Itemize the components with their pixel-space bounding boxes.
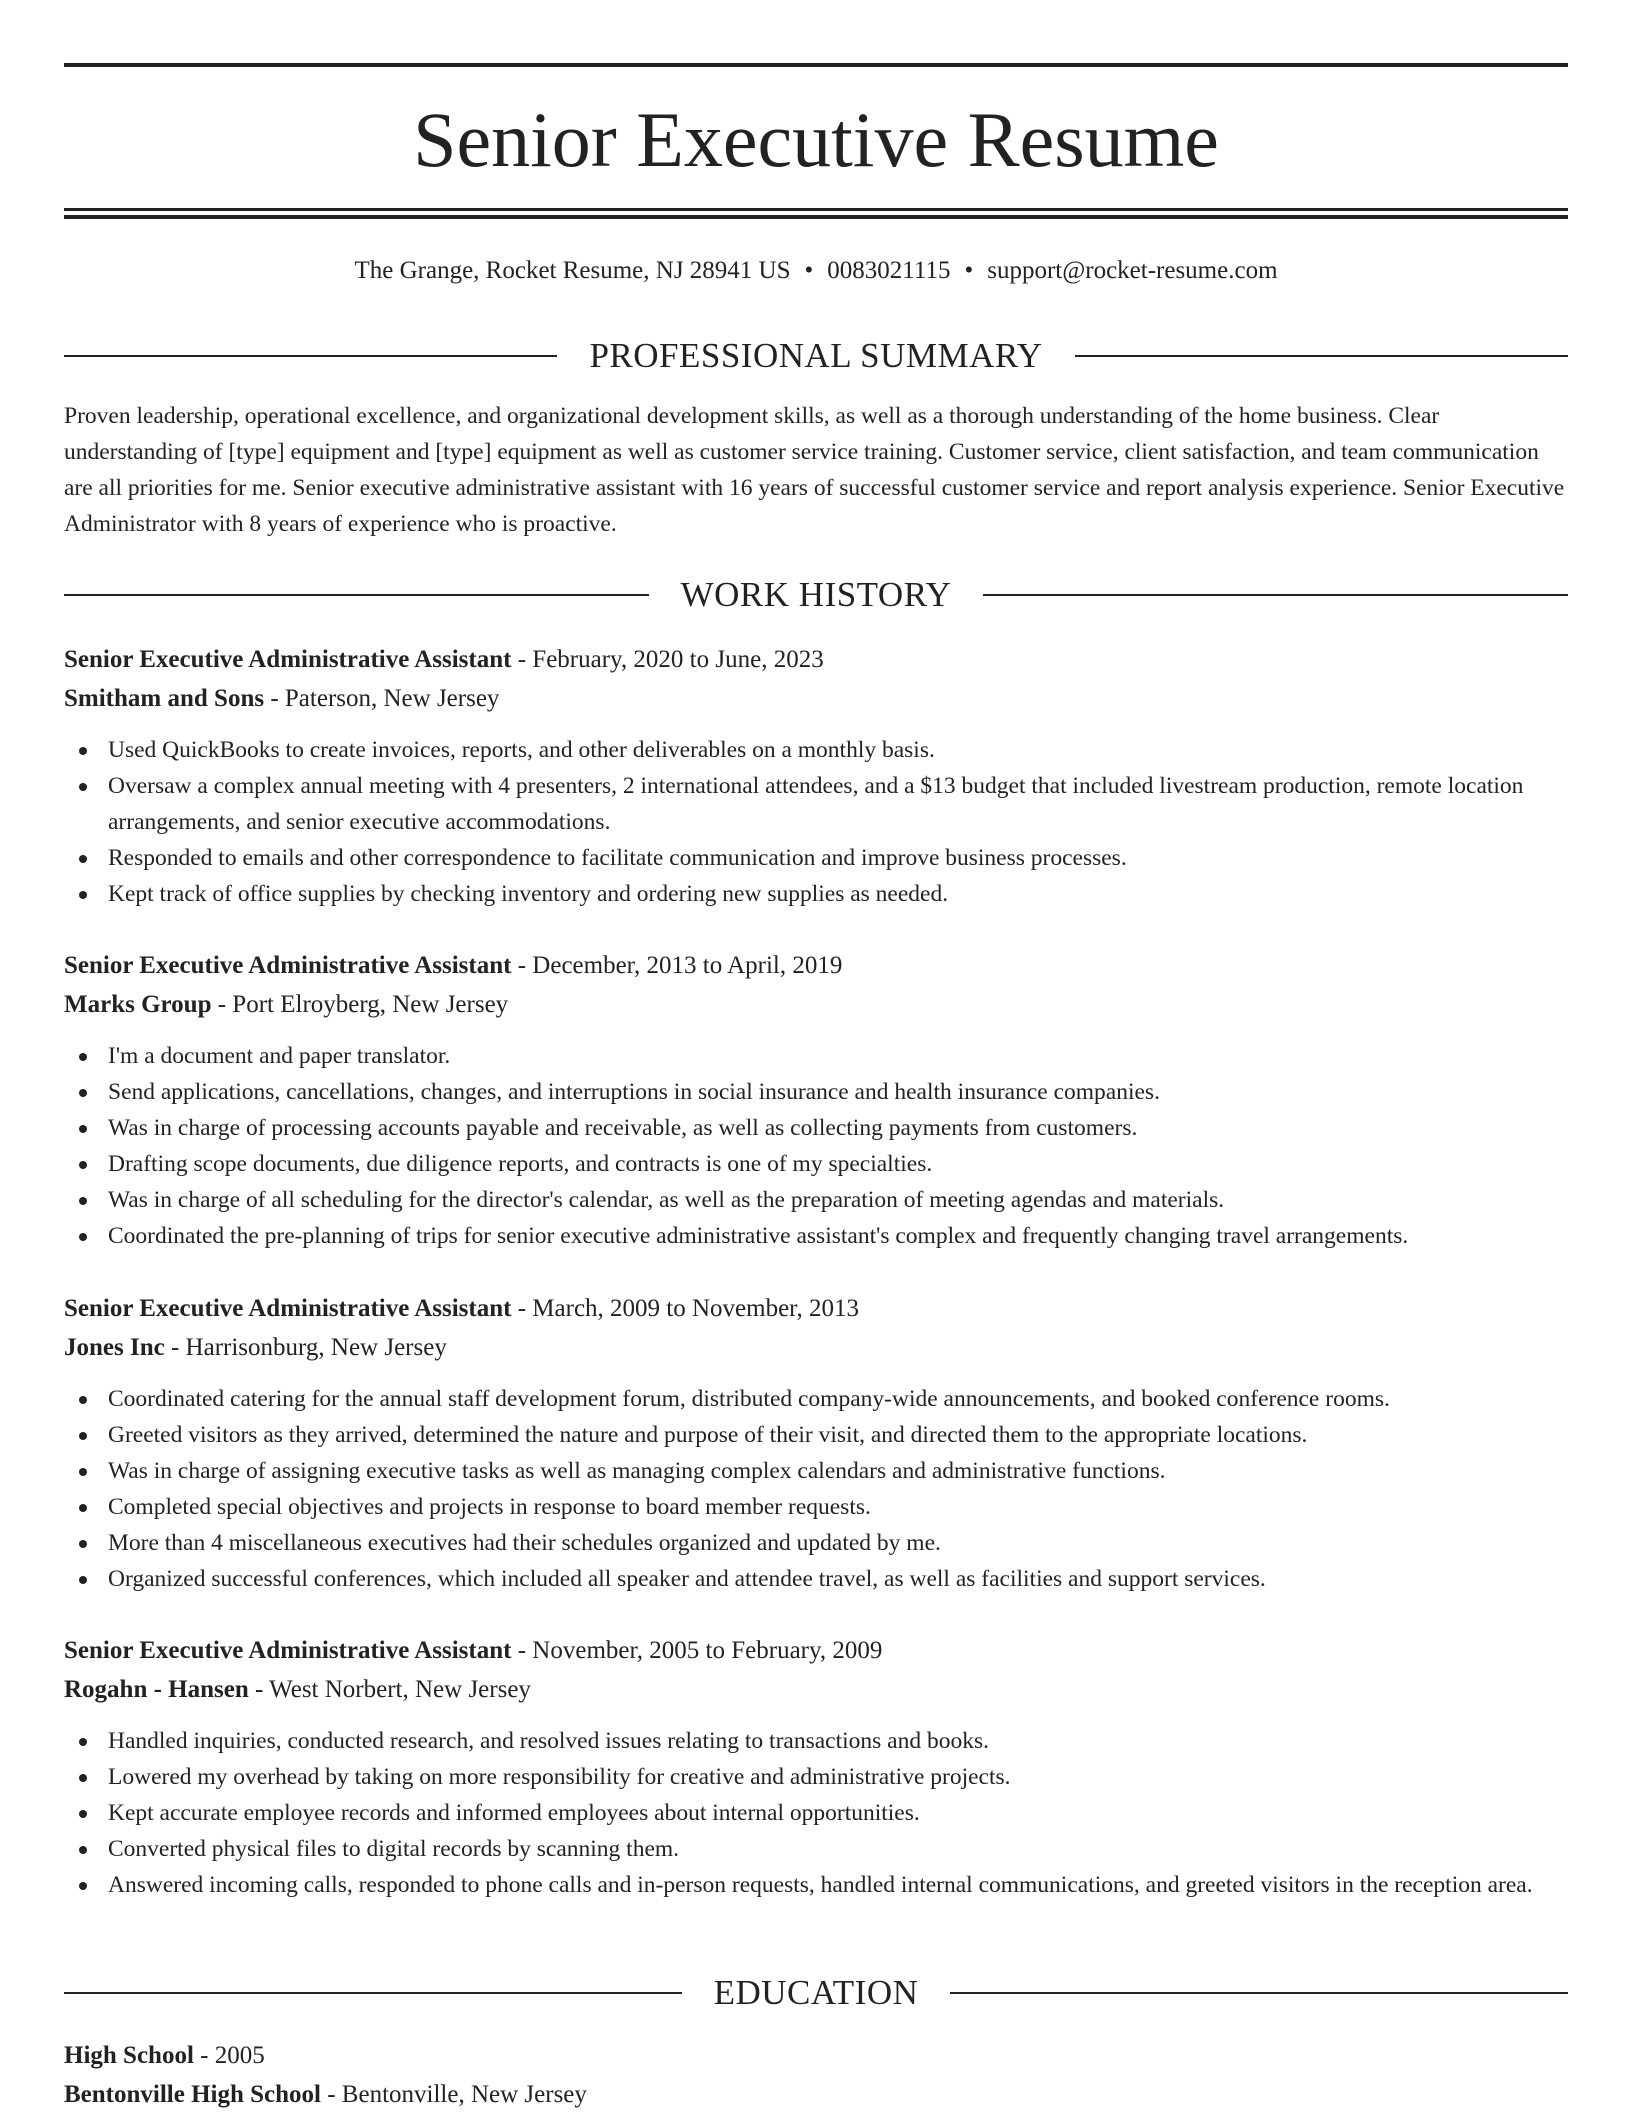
summary-heading-label: PROFESSIONAL SUMMARY	[589, 336, 1043, 375]
job-entry	[64, 640, 1568, 912]
top-rule	[64, 63, 1568, 67]
heading-rule	[64, 594, 649, 596]
job-title: Senior Executive Administrative Assistant	[64, 1295, 512, 1322]
education-year: - 2005	[193, 2042, 265, 2069]
heading-rule	[983, 594, 1568, 596]
bullet-item: Completed special objectives and projects in response to board member requests.	[64, 1489, 1568, 1525]
job-dates: - March, 2009 to November, 2013	[511, 1295, 860, 1322]
job-company: Rogahn - Hansen	[64, 1676, 249, 1703]
work-history-heading-label: WORK HISTORY	[680, 575, 952, 614]
job-dates: - February, 2020 to June, 2023	[511, 646, 824, 673]
bullet-item: More than 4 miscellaneous executives had their schedules organized and updated by me.	[64, 1525, 1568, 1561]
job-company-line	[64, 679, 1568, 718]
bullet-item: Coordinated the pre-planning of trips for senior executive administrative assistant's complex and frequently changing travel arrangements.	[64, 1218, 1568, 1254]
contact-address: The Grange, Rocket Resume, NJ 28941 US	[354, 257, 791, 284]
summary-heading	[64, 334, 1568, 378]
contact-separator: •	[804, 257, 814, 284]
education-heading-label: EDUCATION	[713, 1973, 919, 2012]
bullet-item: Was in charge of all scheduling for the director's calendar, as well as the preparation of meeting agendas and materials.	[64, 1182, 1568, 1218]
job-company: Marks Group	[64, 991, 212, 1018]
title-rule-upper	[64, 208, 1568, 211]
job-company: Jones Inc	[64, 1334, 165, 1361]
bullet-item: Greeted visitors as they arrived, determined the nature and purpose of their visit, and directed them to the appropriate locations.	[64, 1417, 1568, 1453]
job-dates: - November, 2005 to February, 2009	[511, 1637, 883, 1664]
education-degree-line	[64, 2036, 1568, 2075]
bullet-item: I'm a document and paper translator.	[64, 1038, 1568, 1074]
resume-title: Senior Executive Resume	[413, 96, 1219, 183]
job-company-line	[64, 1328, 1568, 1367]
heading-rule	[1075, 355, 1568, 357]
education-location: - Bentonville, New Jersey	[320, 2081, 587, 2108]
contact-phone: 0083021115	[827, 257, 951, 284]
job-location: - Harrisonburg, New Jersey	[164, 1334, 447, 1361]
heading-rule	[950, 1992, 1568, 1994]
bullet-item: Handled inquiries, conducted research, and resolved issues relating to transactions and books.	[64, 1723, 1568, 1759]
job-location: - West Norbert, New Jersey	[248, 1676, 531, 1703]
bullet-item: Was in charge of assigning executive tasks as well as managing complex calendars and administrative functions.	[64, 1453, 1568, 1489]
job-bullets	[64, 1381, 1568, 1597]
job-title-line	[64, 1631, 1568, 1670]
bullet-item: Send applications, cancellations, changes, and interruptions in social insurance and health insurance companies.	[64, 1074, 1568, 1110]
summary-text: Proven leadership, operational excellence, and organizational development skills, as well as a thorough understanding of the home business. Clear understanding of [type] equipment and [type] equipment as well as customer service training. Customer service, client satisfaction, and team communication are all priorities for me. Senior executive administrative assistant with 16 years of successful customer service and report analysis experience. Senior Executive Administrator with 8 years of experience who is proactive.	[64, 403, 1565, 537]
education-entry	[64, 2036, 1568, 2114]
contact-separator: •	[964, 257, 974, 284]
job-entry	[64, 946, 1568, 1254]
job-company: Smitham and Sons	[64, 685, 265, 712]
title-rule-lower	[64, 215, 1568, 219]
job-dates: - December, 2013 to April, 2019	[511, 952, 843, 979]
work-history-heading	[64, 573, 1568, 617]
job-location: - Paterson, New Jersey	[264, 685, 500, 712]
bullet-item: Was in charge of processing accounts payable and receivable, as well as collecting payments from customers.	[64, 1110, 1568, 1146]
job-company-line	[64, 985, 1568, 1024]
job-company-line	[64, 1670, 1568, 1709]
job-title: Senior Executive Administrative Assistant	[64, 646, 512, 673]
job-bullets	[64, 1723, 1568, 1903]
bullet-item: Organized successful conferences, which included all speaker and attendee travel, as well as facilities and support services.	[64, 1561, 1568, 1597]
bullet-item: Used QuickBooks to create invoices, reports, and other deliverables on a monthly basis.	[64, 732, 1568, 768]
education-school-line	[64, 2075, 1568, 2114]
contact-email: support@rocket-resume.com	[987, 257, 1278, 284]
bullet-item: Drafting scope documents, due diligence reports, and contracts is one of my specialties.	[64, 1146, 1568, 1182]
education-heading	[64, 1971, 1568, 2015]
job-entry	[64, 1289, 1568, 1597]
bullet-item: Responded to emails and other correspondence to facilitate communication and improve business processes.	[64, 840, 1568, 876]
bullet-item: Kept track of office supplies by checking inventory and ordering new supplies as needed.	[64, 876, 1568, 912]
education-degree: High School	[64, 2042, 194, 2069]
job-title-line	[64, 946, 1568, 985]
bullet-item: Answered incoming calls, responded to phone calls and in-person requests, handled internal communications, and greeted visitors in the reception area.	[64, 1867, 1568, 1903]
job-title: Senior Executive Administrative Assistant	[64, 952, 512, 979]
bullet-item: Lowered my overhead by taking on more responsibility for creative and administrative projects.	[64, 1759, 1568, 1795]
bullet-item: Coordinated catering for the annual staff development forum, distributed company-wide announcements, and booked conference rooms.	[64, 1381, 1568, 1417]
job-location: - Port Elroyberg, New Jersey	[211, 991, 509, 1018]
job-bullets	[64, 1038, 1568, 1254]
bullet-item: Oversaw a complex annual meeting with 4 presenters, 2 international attendees, and a $13 budget that included livestream production, remote location arrangements, and senior executive accommodations.	[64, 768, 1568, 840]
job-bullets	[64, 732, 1568, 912]
job-title-line	[64, 640, 1568, 679]
job-title-line	[64, 1289, 1568, 1328]
bullet-item: Kept accurate employee records and informed employees about internal opportunities.	[64, 1795, 1568, 1831]
heading-rule	[64, 1992, 682, 1994]
contact-line	[64, 253, 1568, 289]
job-title: Senior Executive Administrative Assistant	[64, 1637, 512, 1664]
education-school: Bentonville High School	[64, 2081, 321, 2108]
bullet-item: Converted physical files to digital records by scanning them.	[64, 1831, 1568, 1867]
job-entry	[64, 1631, 1568, 1903]
heading-rule	[64, 355, 557, 357]
